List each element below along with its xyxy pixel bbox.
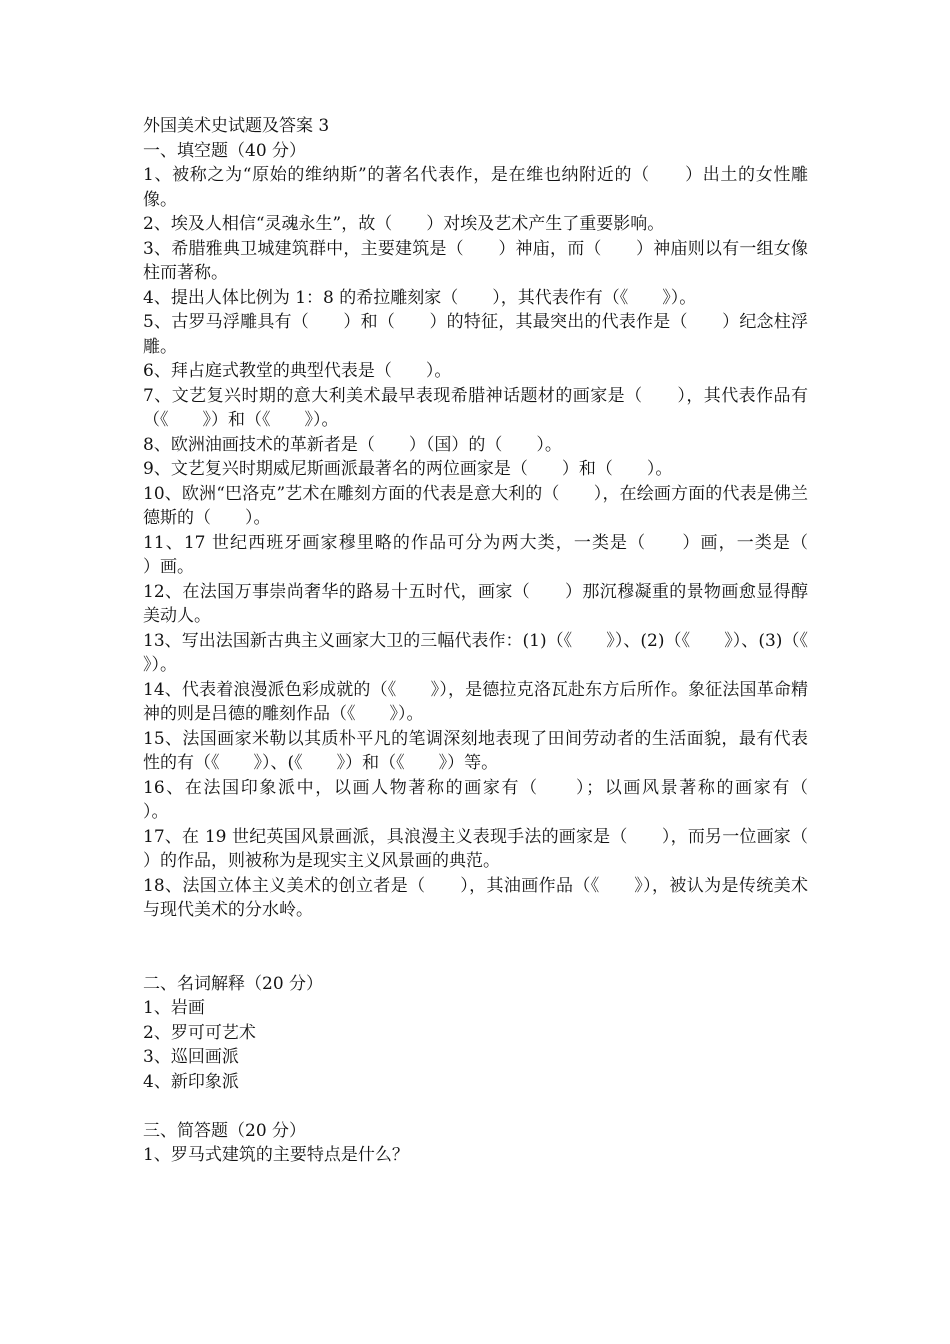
question-6: 6、拜占庭式教堂的典型代表是（ ）。 [143, 361, 452, 381]
section-heading-term-definitions: 二、名词解释（20 分） [143, 973, 324, 994]
question-7: 7、文艺复兴时期的意大利美术最早表现希腊神话题材的画家是（ ），其代表作品有（《 》）和（《 》）。 [143, 385, 808, 430]
term-item-1: 1、岩画 [143, 998, 205, 1018]
question-8: 8、欧洲油画技术的革新者是（ ）（国）的（ ）。 [143, 434, 562, 455]
section-heading-short-answer: 三、简答题（20 分） [143, 1120, 307, 1141]
question-10: 10、欧洲“巴洛克”艺术在雕刻方面的代表是意大利的（ ），在绘画方面的代表是佛兰德斯的（ ）。 [143, 483, 808, 528]
term-item-2: 2、罗可可艺术 [143, 1022, 256, 1043]
question-13: 13、写出法国新古典主义画家大卫的三幅代表作：(1)（《 》）、(2)（《 》）、(3)（《 》）。 [143, 630, 842, 675]
question-3: 3、希腊雅典卫城建筑群中，主要建筑是（ ）神庙，而（ ）神庙则以有一组女像柱而著称。 [143, 238, 808, 283]
question-5: 5、古罗马浮雕具有（ ）和（ ）的特征，其最突出的代表作是（ ）纪念柱浮雕。 [143, 312, 808, 357]
fill-in-blank-question-list [143, 163, 842, 923]
question-12: 12、在法国万事崇尚奢华的路易十五时代，画家（ ）那沉穆凝重的景物画愈显得醇美动人。 [143, 581, 808, 626]
short-answer-list [143, 1143, 808, 1168]
question-15: 15、法国画家米勒以其质朴平凡的笔调深刻地表现了田间劳动者的生活面貌，最有代表性的有（《 》）、(《 》）和（《 》）等。 [143, 728, 808, 773]
document-body [143, 114, 842, 1168]
term-definition-list [143, 996, 808, 1094]
section-spacer [143, 1094, 808, 1119]
question-14: 14、代表着浪漫派色彩成就的（《 》），是德拉克洛瓦赴东方后所作。象征法国革命精神的则是吕德的雕刻作品（《 》）。 [143, 679, 808, 724]
section-heading-fill-in-blank: 一、填空题（40 分） [143, 140, 307, 161]
document-title: 外国美术史试题及答案 3 [143, 116, 330, 136]
question-4: 4、提出人体比例为 1：8 的希拉雕刻家（ ），其代表作有（《 》）。 [143, 287, 697, 308]
question-17: 17、在 19 世纪英国风景画派，具浪漫主义表现手法的画家是（ ），而另一位画家（ ）的作品，则被称为是现实主义风景画的典范。 [143, 826, 842, 871]
term-item-3: 3、巡回画派 [143, 1047, 239, 1067]
question-2: 2、埃及人相信“灵魂永生”，故（ ）对埃及艺术产生了重要影响。 [143, 214, 665, 234]
question-16: 16、在法国印象派中，以画人物著称的画家有（ ）；以画风景著称的画家有（ ）。 [143, 777, 842, 822]
question-1: 1、被称之为“原始的维纳斯”的著名代表作，是在维也纳附近的（ ）出土的女性雕像。 [143, 165, 808, 210]
section-spacer [143, 923, 808, 972]
question-18: 18、法国立体主义美术的创立者是（ ），其油画作品（《 》），被认为是传统美术与现代美术的分水岭。 [143, 875, 808, 920]
term-item-4: 4、新印象派 [143, 1071, 239, 1092]
short-answer-item-1: 1、罗马式建筑的主要特点是什么？ [143, 1145, 409, 1165]
question-9: 9、文艺复兴时期威尼斯画派最著名的两位画家是（ ）和（ ）。 [143, 459, 673, 479]
question-11: 11、17 世纪西班牙画家穆里略的作品可分为两大类，一类是（ ）画，一类是（ ）画。 [143, 532, 842, 577]
